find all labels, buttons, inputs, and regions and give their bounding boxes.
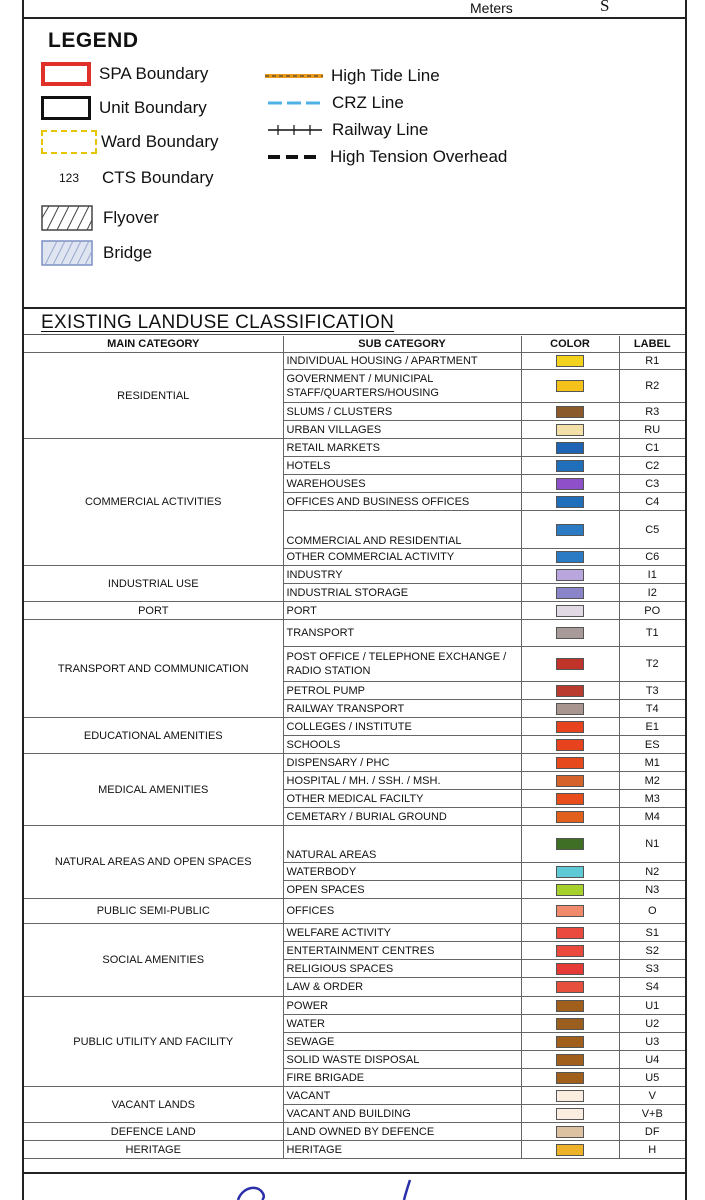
sub-category-cell: SEWAGE (283, 1033, 521, 1051)
label-cell: M1 (619, 754, 685, 772)
legend-label: Unit Boundary (99, 98, 207, 117)
sub-category-cell: SCHOOLS (283, 736, 521, 754)
sub-category-cell: RELIGIOUS SPACES (283, 960, 521, 978)
label-cell: N2 (619, 863, 685, 881)
main-category-cell: PUBLIC SEMI-PUBLIC (24, 899, 283, 924)
sub-category-cell: INDIVIDUAL HOUSING / APARTMENT (283, 353, 521, 370)
sub-category-cell: DISPENSARY / PHC (283, 754, 521, 772)
label-cell: C1 (619, 439, 685, 457)
label-cell: S3 (619, 960, 685, 978)
main-category-cell: DEFENCE LAND (24, 1123, 283, 1141)
label-cell: R2 (619, 370, 685, 403)
sub-category-cell: NATURAL AREAS (283, 826, 521, 863)
sub-category-cell: OPEN SPACES (283, 881, 521, 899)
label-cell: U5 (619, 1069, 685, 1087)
sub-category-cell: SLUMS / CLUSTERS (283, 403, 521, 421)
label-cell: E1 (619, 718, 685, 736)
sub-category-cell: POWER (283, 997, 521, 1015)
sub-category-cell: SOLID WASTE DISPOSAL (283, 1051, 521, 1069)
legend-label: Bridge (103, 243, 153, 262)
label-cell: M3 (619, 790, 685, 808)
main-category-cell: SOCIAL AMENITIES (24, 924, 283, 997)
label-cell: DF (619, 1123, 685, 1141)
sub-category-cell: INDUSTRY (283, 566, 521, 584)
sub-category-cell: OTHER COMMERCIAL ACTIVITY (283, 549, 521, 566)
label-cell: O (619, 899, 685, 924)
main-category-cell: VACANT LANDS (24, 1087, 283, 1123)
north-arrow-letter: S (600, 0, 610, 15)
main-category-cell: RESIDENTIAL (24, 353, 283, 439)
sub-category-cell: URBAN VILLAGES (283, 421, 521, 439)
sub-category-cell: HOSPITAL / MH. / SSH. / MSH. (283, 772, 521, 790)
label-cell: T1 (619, 620, 685, 647)
cts-number-swatch: 123 (58, 171, 80, 185)
scale-unit-label: Meters (470, 0, 513, 16)
main-category-cell: PORT (24, 602, 283, 620)
main-category-cell: TRANSPORT AND COMMUNICATION (24, 620, 283, 718)
sub-category-cell: RAILWAY TRANSPORT (283, 700, 521, 718)
legend-label: High Tide Line (331, 66, 440, 85)
sub-category-cell: LAW & ORDER (283, 978, 521, 997)
sub-category-cell: COLLEGES / INSTITUTE (283, 718, 521, 736)
label-cell: V (619, 1087, 685, 1105)
label-cell: C3 (619, 475, 685, 493)
main-category-cell: HERITAGE (24, 1141, 283, 1159)
sub-category-cell: HOTELS (283, 457, 521, 475)
legend-label: Ward Boundary (101, 132, 219, 151)
label-cell: S2 (619, 942, 685, 960)
label-cell: T4 (619, 700, 685, 718)
label-cell: N1 (619, 826, 685, 863)
label-cell: V+B (619, 1105, 685, 1123)
label-cell: C5 (619, 511, 685, 549)
label-cell: U1 (619, 997, 685, 1015)
legend-label: Railway Line (332, 120, 429, 139)
label-cell: R3 (619, 403, 685, 421)
sub-category-cell: OFFICES (283, 899, 521, 924)
sub-category-cell: CEMETARY / BURIAL GROUND (283, 808, 521, 826)
header-main-category: MAIN CATEGORY (24, 336, 283, 353)
label-cell: ES (619, 736, 685, 754)
label-cell: N3 (619, 881, 685, 899)
legend-title: LEGEND (48, 29, 139, 52)
legend-label: CRZ Line (332, 93, 404, 112)
landuse-title: EXISTING LANDUSE CLASSIFICATION (41, 312, 395, 333)
label-cell: T3 (619, 682, 685, 700)
sub-category-cell: LAND OWNED BY DEFENCE (283, 1123, 521, 1141)
main-category-cell: MEDICAL AMENITIES (24, 754, 283, 826)
sub-category-cell: WAREHOUSES (283, 475, 521, 493)
header-color: COLOR (521, 336, 619, 353)
sub-category-cell: GOVERNMENT / MUNICIPAL STAFF/QUARTERS/HOUSING (283, 370, 521, 403)
label-cell: I2 (619, 584, 685, 602)
label-cell: M2 (619, 772, 685, 790)
legend-label: High Tension Overhead (330, 147, 508, 166)
main-category-cell: NATURAL AREAS AND OPEN SPACES (24, 826, 283, 899)
main-category-cell: COMMERCIAL ACTIVITIES (24, 439, 283, 566)
sub-category-cell: WELFARE ACTIVITY (283, 924, 521, 942)
label-cell: C6 (619, 549, 685, 566)
label-cell: S1 (619, 924, 685, 942)
sub-category-cell: OTHER MEDICAL FACILTY (283, 790, 521, 808)
label-cell: M4 (619, 808, 685, 826)
label-cell: C2 (619, 457, 685, 475)
header-label: LABEL (619, 336, 685, 353)
header-sub-category: SUB CATEGORY (283, 336, 521, 353)
label-cell: U2 (619, 1015, 685, 1033)
sub-category-cell: POST OFFICE / TELEPHONE EXCHANGE / RADIO STATION (283, 647, 521, 682)
main-category-cell: EDUCATIONAL AMENITIES (24, 718, 283, 754)
label-cell: I1 (619, 566, 685, 584)
sub-category-cell: ENTERTAINMENT CENTRES (283, 942, 521, 960)
legend-label: CTS Boundary (102, 168, 214, 187)
sub-category-cell: OFFICES AND BUSINESS OFFICES (283, 493, 521, 511)
sub-category-cell: TRANSPORT (283, 620, 521, 647)
label-cell: U3 (619, 1033, 685, 1051)
sub-category-cell: COMMERCIAL AND RESIDENTIAL (283, 511, 521, 549)
main-category-cell: PUBLIC UTILITY AND FACILITY (24, 997, 283, 1087)
sub-category-cell: PORT (283, 602, 521, 620)
label-cell: RU (619, 421, 685, 439)
sub-category-cell: RETAIL MARKETS (283, 439, 521, 457)
label-cell: R1 (619, 353, 685, 370)
sub-category-cell: WATERBODY (283, 863, 521, 881)
label-cell: H (619, 1141, 685, 1159)
main-category-cell: INDUSTRIAL USE (24, 566, 283, 602)
label-cell: C4 (619, 493, 685, 511)
sub-category-cell: VACANT AND BUILDING (283, 1105, 521, 1123)
sub-category-cell: VACANT (283, 1087, 521, 1105)
sub-category-cell: FIRE BRIGADE (283, 1069, 521, 1087)
sub-category-cell: PETROL PUMP (283, 682, 521, 700)
legend-label: SPA Boundary (99, 64, 209, 83)
sub-category-cell: WATER (283, 1015, 521, 1033)
label-cell: S4 (619, 978, 685, 997)
legend-label: Flyover (103, 208, 159, 227)
sub-category-cell: INDUSTRIAL STORAGE (283, 584, 521, 602)
label-cell: T2 (619, 647, 685, 682)
label-cell: U4 (619, 1051, 685, 1069)
sub-category-cell: HERITAGE (283, 1141, 521, 1159)
label-cell: PO (619, 602, 685, 620)
